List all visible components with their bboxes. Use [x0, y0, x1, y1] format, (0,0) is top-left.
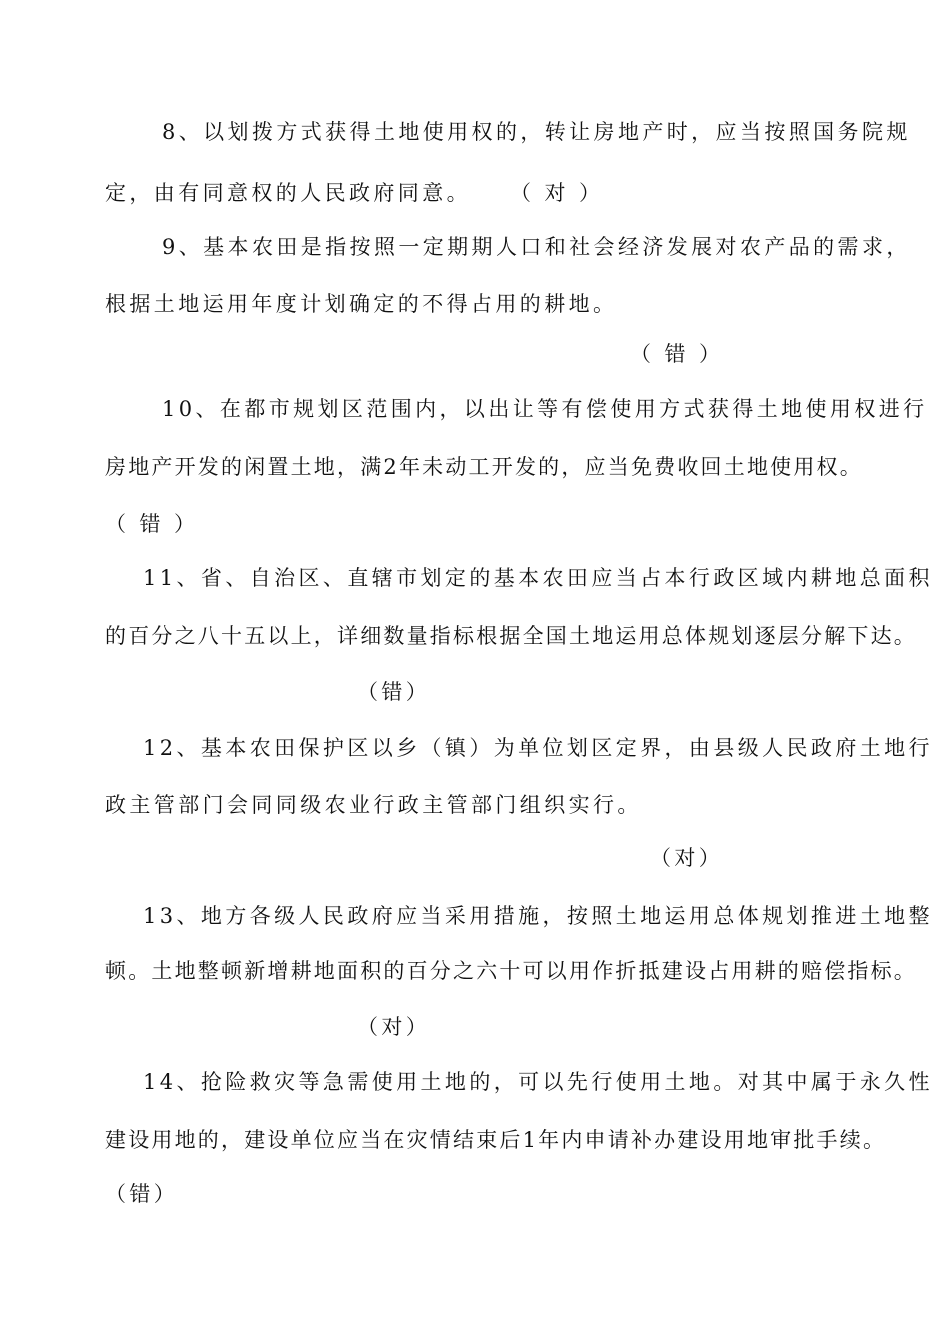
question-12-answer: （对）	[650, 846, 724, 870]
question-11-line-1: 11、省、自治区、直辖市划定的基本农田应当占本行政区域内耕地总面积	[143, 566, 933, 590]
question-9-line-1: 9、基本农田是指按照一定期期人口和社会经济发展对农产品的需求，	[162, 235, 911, 259]
question-13-line-1: 13、地方各级人民政府应当采用措施，按照土地运用总体规划推进土地整	[143, 904, 933, 928]
question-10-line-1: 10、在都市规划区范围内，以出让等有偿使用方式获得土地使用权进行	[162, 397, 928, 421]
question-11-line-2: 的百分之八十五以上，详细数量指标根据全国土地运用总体规划逐层分解下达。	[105, 624, 917, 648]
question-13-line-2: 顿。土地整顿新增耕地面积的百分之六十可以用作折抵建设占用耕的赔偿指标。	[105, 959, 917, 983]
question-14-answer: （错）	[105, 1182, 179, 1206]
question-11-answer: （错）	[357, 680, 431, 704]
question-8-answer: （ 对 ）	[510, 181, 604, 205]
question-9-answer: （ 错 ）	[630, 342, 724, 366]
question-13-answer: （对）	[357, 1015, 431, 1039]
question-8-line-1: 8、以划拨方式获得土地使用权的，转让房地产时，应当按照国务院规	[162, 120, 911, 144]
question-10-line-2: 房地产开发的闲置土地，满2年未动工开发的，应当免费收回土地使用权。	[105, 455, 863, 479]
question-10-answer: （ 错 ）	[105, 512, 199, 536]
question-8-line-2: 定，由有同意权的人民政府同意。	[105, 181, 471, 205]
question-9-line-2: 根据土地运用年度计划确定的不得占用的耕地。	[105, 292, 618, 316]
question-12-line-1: 12、基本农田保护区以乡（镇）为单位划区定界，由县级人民政府土地行	[143, 736, 933, 760]
question-14-line-1: 14、抢险救灾等急需使用土地的，可以先行使用土地。对其中属于永久性	[143, 1070, 933, 1094]
question-14-line-2: 建设用地的，建设单位应当在灾情结束后1年内申请补办建设用地审批手续。	[105, 1128, 887, 1152]
question-12-line-2: 政主管部门会同同级农业行政主管部门组织实行。	[105, 793, 642, 817]
